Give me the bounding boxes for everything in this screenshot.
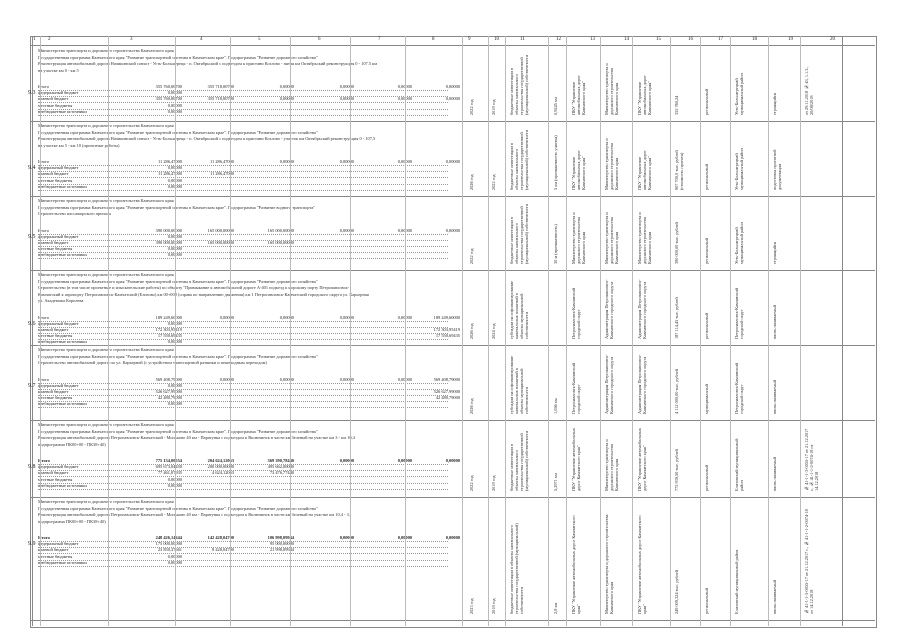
column-number: 13 — [590, 37, 595, 42]
vertical-cell-text: Петропавловск-Камчатский городской округ — [571, 362, 581, 414]
vertical-cell-text: Усть-Большерецкий муниципальный район — [734, 222, 744, 264]
financing-amount: 17 550,69435 — [435, 333, 460, 339]
vertical-cell-text: Министерство транспорта и дорожного строительства Камчатского края — [604, 138, 619, 190]
object-description-line: Министерство транспорта и дорожного строительства Камчатского края — [38, 48, 174, 53]
object-description-line: Реконструкция автомобильной дороги Начикинский совхоз - Усть-Большерецк - п. Октябрьский с подъездом к пристани Козлово - участок км Октябрьский реконструкция 0 - 107,5 — [38, 136, 376, 141]
column-number: 4 — [200, 37, 203, 42]
vertical-cell-text: Министерство транспорта и дорожного строительства Камчатского края — [637, 212, 652, 264]
vertical-cell-text: муниципальный — [704, 384, 709, 414]
column-divider — [730, 36, 731, 626]
vertical-cell-text: ПКУ "Управление автомобильных дорог Камчатского края" — [637, 75, 652, 115]
column-divider — [462, 36, 463, 626]
vertical-cell-text: 2022 год — [469, 475, 474, 491]
financing-row — [38, 401, 448, 408]
financing-amount: 0,00000 — [339, 159, 354, 164]
object-description-line: Государственная программа Камчатского края "Развитие транспортной системы в Камчатском крае". Подпрограмма "Развитие дорожного хозяйства" — [38, 129, 318, 135]
financing-source-label: федеральный бюджет — [38, 382, 79, 388]
financing-amount: 0,00000 — [339, 96, 354, 102]
table-row — [30, 420, 875, 498]
column-divider — [350, 36, 351, 626]
vertical-cell-text: Петропавловск-Камчатский городской округ — [571, 287, 581, 339]
financing-amount: 0,00000 — [445, 458, 460, 463]
financing-amount: 11 286,47000 — [158, 171, 182, 177]
financing-amount: 0,00000 — [397, 159, 412, 164]
object-description-line: Министерство транспорта и дорожного строительства Камчатского края — [38, 198, 174, 203]
object-description-line: Государственная программа Камчатского края "Развитие транспортной системы в Камчатском крае". Подпрограмма "Развитие дорожного хозяйства" — [38, 353, 318, 359]
financing-row — [38, 184, 448, 191]
financing-source-label: краевой бюджет — [38, 470, 69, 476]
vertical-cell-text: субсидии на софинансирование капитальных вложений в объекты муниципальной собственности — [509, 355, 529, 414]
financing-amount: 0,00000 — [339, 376, 354, 382]
vertical-cell-text: 2018 год — [491, 598, 496, 614]
vertical-cell-text: 187 114,45 тыс. рублей — [674, 297, 679, 339]
financing-amount: 0,00000 — [279, 96, 294, 102]
row-number: 9.7 — [28, 382, 36, 389]
vertical-cell-text: 5,2971 км — [553, 473, 558, 491]
financing-amount: 0,00000 — [339, 535, 354, 540]
vertical-cell-text: № 41-1-1-3-0055-17 от 21.12.2017 г., № 41-1-1-2-0074-18 от 14.12.2018 — [804, 509, 814, 614]
financing-amount: 165 000,00000 — [207, 227, 234, 233]
financing-source-label: внебюджетные источники — [38, 339, 87, 345]
financing-amount: 95 000,00000 — [269, 541, 294, 547]
financing-amount: 0,00000 — [279, 159, 294, 164]
financing-amount: 0,00000 — [339, 458, 354, 463]
column-number: 18 — [752, 37, 757, 42]
vertical-cell-text: субсидии на софинансирование капитальных вложений в объекты муниципальной собственности — [509, 280, 529, 339]
financing-source-label: федеральный бюджет — [38, 233, 79, 239]
vertical-cell-text: Администрация Петропавловск-Камчатского городского округа — [637, 279, 647, 339]
vertical-cell-text: вновь начинаемый — [772, 456, 777, 491]
column-number: 20 — [830, 37, 835, 42]
financing-source-label: краевой бюджет — [38, 171, 69, 177]
financing-source-label: местные бюджеты — [38, 395, 73, 401]
financing-source-label: Итого — [38, 535, 50, 540]
vertical-cell-text: 2023 год — [469, 598, 474, 614]
financing-amount: 11 286,47000 — [210, 159, 234, 164]
vertical-cell-text: строящийся — [772, 242, 777, 264]
financing-amount: 0,00000 — [445, 84, 460, 89]
financing-row — [38, 483, 448, 490]
column-number: 5 — [258, 37, 261, 42]
table-row — [30, 497, 875, 621]
column-number: 8 — [432, 37, 435, 42]
vertical-cell-text: ПКУ "Управление автомобильных дорог Камчатского края" — [571, 428, 581, 491]
financing-source-label: местные бюджеты — [38, 177, 73, 183]
financing-source-label: внебюджетные источники — [38, 108, 87, 114]
object-description-line: Министерство транспорта и дорожного строительства Камчатского края — [38, 123, 174, 128]
financing-amount: 0,00000 — [397, 314, 412, 320]
financing-amount: 4 624,12063 — [212, 470, 234, 476]
vertical-cell-text: 2022 год — [469, 99, 474, 115]
object-description-line: Министерство транспорта и дорожного строительства Камчатского края — [38, 272, 174, 277]
column-divider — [566, 36, 567, 626]
financing-amount: 0,00000 — [397, 376, 412, 382]
vertical-cell-text: Министерство транспорта и дорожного строительства Камчатского края — [604, 439, 619, 491]
vertical-cell-text: 4 112 000,00 тыс. рублей — [674, 369, 679, 414]
vertical-cell-text: Администрация Петропавловск-Камчатского городского округа — [637, 354, 647, 414]
vertical-cell-text: 2018 год — [491, 99, 496, 115]
vertical-cell-text: вновь начинаемый — [772, 379, 777, 414]
financing-source-label: местные бюджеты — [38, 102, 73, 108]
object-description-line: Государственная программа Камчатского края "Развитие транспортной системы в Камчатском крае". Подпрограмма "Развитие водного транспорта" — [38, 204, 316, 210]
column-divider — [800, 36, 801, 626]
vertical-cell-text: 0,9245 км — [553, 97, 558, 115]
vertical-cell-text: № 41-1-1-3-0055-17 от 21.12.2017 г., № 41-1-1-2-0074-18 от 14.12.2018 — [804, 428, 819, 491]
column-divider — [548, 36, 549, 626]
column-divider — [632, 36, 633, 626]
vertical-cell-text: 2022 год — [491, 174, 496, 190]
financing-amount: 526 627,99000 — [155, 388, 182, 394]
table-row — [30, 46, 875, 122]
vertical-cell-text: Петропавловск-Камчатский городской округ — [734, 287, 744, 339]
financing-amount: 0,00000 — [445, 535, 460, 540]
financing-amount: 0,00000 — [167, 559, 182, 565]
vertical-cell-text: Министерство транспорта и дорожного строительства Камчатского края — [604, 63, 619, 115]
column-divider — [405, 36, 406, 626]
financing-amount: 695 673,04450 — [155, 464, 182, 470]
row-number: 9.3 — [28, 90, 36, 96]
object-description-line: Реконструкция автомобильной дороги Начикинский совхоз - Усть-Большерецк - п. Октябрьский с подъездом к пристани Козлово - пятая км Октябрьский реконструкция 0 - 107.5 км — [38, 61, 378, 66]
vertical-cell-text: вновь начинаемый — [772, 304, 777, 339]
financing-amount: 0,00000 — [167, 401, 182, 407]
object-description-line: Реконструкция автомобильной дороги Петропавловск-Камчатский - Мильково 40 км - Паратунка с подъездом к Вилючинск в части км Зеленый на участке км 10,4 - 3, — [38, 512, 350, 517]
financing-amount: 0,00000 — [339, 227, 354, 233]
vertical-cell-text: Елизовский муниципальный район — [734, 549, 739, 614]
financing-source-label: Итого — [38, 84, 50, 89]
financing-amount: 77 461,07935 — [157, 470, 182, 476]
object-description-line: Государственная программа Камчатского края "Развитие транспортной системы в Камчатском крае". Подпрограмма "Развитие дорожного хозяйства" — [38, 428, 318, 434]
financing-source-label: внебюджетные источники — [38, 559, 87, 565]
column-divider — [700, 36, 701, 626]
vertical-cell-text: 2024 год — [491, 323, 496, 339]
financing-amount: 172 303,95419 — [155, 326, 182, 332]
object-description-line: на участке км 0 - км 5 — [38, 67, 79, 73]
financing-amount: 0,00000 — [397, 84, 412, 89]
table-row — [30, 196, 875, 271]
column-divider — [108, 36, 109, 626]
column-divider — [842, 36, 843, 626]
vertical-cell-text: ПКУ "Управление автомобильных дорог Камчатского края" — [637, 515, 647, 614]
object-description-line: Строительство автомобильной дороги по ул. Карьерной (с устройством транспортной развязки и пешеходным переходом) — [38, 360, 267, 365]
vertical-cell-text: региональный — [704, 464, 709, 491]
financing-source-label: Итого — [38, 376, 50, 382]
financing-amount: 390 000,00000 — [155, 239, 182, 245]
financing-amount: 0,00000 — [397, 535, 412, 540]
vertical-cell-text: 249 009,324 тыс. рублей — [674, 570, 679, 614]
financing-amount: 189 249,60000 — [155, 314, 182, 320]
financing-amount: 0,00000 — [167, 233, 182, 239]
financing-amount: 17 550,69435 — [157, 333, 182, 339]
vertical-cell-text: бюджетные инвестиции в объекты капитального строительства государственной (муниципальной) собственности — [509, 431, 529, 491]
vertical-cell-text: 1,056 км — [553, 398, 558, 414]
vertical-cell-text: ПКУ "Управление автомобильных дорог Камчатского края" — [571, 515, 581, 614]
financing-amount: 106 998,09944 — [267, 535, 294, 540]
object-description-line: Строительство пассажирского причала — [38, 211, 111, 216]
financing-amount: 0,00000 — [167, 320, 182, 326]
column-number: 19 — [788, 37, 793, 42]
vertical-cell-text: ПКУ "Управление автомобильных дорог Камчатского края" — [571, 75, 586, 115]
column-number: 6 — [318, 37, 321, 42]
object-description-line: Камчатский к аэропорту Петропавловск-Камчатский (Елизово) км 00+000 (справа по направлению движения) км 1 Петропавловск-Камчатский городского округа ул. Карьерная — [38, 291, 369, 297]
object-description-line: Государственная программа Камчатского края "Развитие транспортной системы в Камчатском крае". Подпрограмма "Развитие дорожного хозяйства" — [38, 505, 318, 511]
financing-amount: 0,00000 — [167, 165, 182, 171]
object-description-line: Реконструкция автомобильной дороги Петропавловск-Камчатский - Мильково 40 км - Паратунка с подъездом к Вилючинск в части км Зеленый на участке км 3 - км 10,4 — [38, 435, 355, 440]
financing-source-label: Итого — [38, 159, 50, 164]
financing-source-label: внебюджетные источники — [38, 183, 87, 189]
financing-amount: 0,00000 — [445, 96, 460, 102]
financing-amount: 0,00000 — [339, 314, 354, 320]
financing-amount: 189 249,60000 — [433, 314, 460, 320]
financing-amount: 0,00000 — [167, 382, 182, 388]
vertical-cell-text: региональный — [704, 163, 709, 190]
vertical-cell-text: 2026 год — [469, 174, 474, 190]
vertical-cell-text: 390 000,00 тыс. рублей — [674, 222, 679, 264]
column-divider — [40, 36, 41, 626]
object-description-line: ул. Академика Королева — [38, 298, 84, 303]
vertical-cell-text: региональный — [704, 88, 709, 115]
financing-amount: 355 760,00700 — [155, 84, 182, 89]
vertical-cell-text: строящийся — [772, 93, 777, 115]
vertical-cell-text: ПКУ "Управление автомобильных дорог Камчатского края" — [637, 150, 652, 190]
table-row — [30, 270, 875, 346]
financing-amount: 355 760,00700 — [155, 96, 182, 102]
vertical-cell-text: бюджетные инвестиции в объекты капитального строительства государственной (муниципальной) собственности — [509, 55, 529, 115]
vertical-cell-text: региональный — [704, 237, 709, 264]
column-divider — [600, 36, 601, 626]
vertical-cell-text: бюджетные инвестиции в объекты капитального строительства государственной (муниципальной) собственности — [509, 130, 529, 190]
vertical-cell-text: бюджетные инвестиции в объекты капитального строительства государственной (муниципальной) собственности — [509, 204, 529, 264]
financing-amount: 390 000,00000 — [155, 227, 182, 233]
financing-amount: 200 000,00000 — [207, 464, 234, 470]
vertical-cell-text: Министерство транспорта и дорожного строительства Камчатского края — [571, 212, 586, 264]
vertical-cell-text: 907 700,0 тыс. рублей (стоимость проекта) — [674, 150, 684, 190]
financing-amount: 165 000,00000 — [207, 239, 234, 245]
financing-amount: 0,00000 — [445, 227, 460, 233]
financing-amount: 23 850,37661 — [157, 547, 182, 553]
column-divider — [505, 36, 506, 626]
vertical-cell-text: Елизовский муниципальный район — [734, 438, 744, 491]
financing-amount: 0,00000 — [167, 339, 182, 345]
financing-source-label: местные бюджеты — [38, 476, 73, 482]
financing-source-label: федеральный бюджет — [38, 320, 79, 326]
financing-amount: 355 718,00700 — [207, 84, 234, 89]
financing-amount: 142 428,04700 — [207, 535, 234, 540]
vertical-cell-text: вновь начинаемый — [772, 579, 777, 614]
row-number: 9.4 — [28, 165, 36, 171]
column-number: 16 — [688, 37, 693, 42]
vertical-cell-text: Петропавловск-Камчатский городской округ — [734, 362, 744, 414]
financing-amount: 775 134,00554 — [155, 458, 182, 463]
vertical-cell-text: от 29.11.2018 № 43, 1.1.3., 20/08/2018 — [804, 66, 814, 115]
row-number: 9.8 — [28, 464, 36, 470]
financing-source-label: краевой бюджет — [38, 96, 69, 102]
vertical-cell-text: региональный — [704, 587, 709, 614]
financing-amount: 526 627,99000 — [433, 388, 460, 394]
financing-source-label: местные бюджеты — [38, 246, 73, 252]
column-divider — [175, 36, 176, 626]
vertical-cell-text: Министерство транспорта и дорожного строительства Камчатского края — [604, 514, 614, 614]
vertical-cell-text: 775 939,50 тыс. рублей — [674, 449, 679, 491]
object-description-line: Министерство транспорта и дорожного строительства Камчатского края — [38, 422, 174, 427]
financing-source-label: краевой бюджет — [38, 388, 69, 394]
financing-amount: 0,00000 — [279, 376, 294, 382]
financing-source-label: внебюджетные источники — [38, 482, 87, 488]
financing-amount: 204 624,12063 — [207, 458, 234, 463]
financing-amount: 0,00000 — [167, 183, 182, 189]
column-number: 7 — [378, 37, 381, 42]
financing-source-label: внебюджетные источники — [38, 252, 87, 258]
financing-amount: 0,00000 — [397, 96, 412, 102]
financing-source-label: федеральный бюджет — [38, 90, 79, 96]
financing-amount: 175 000,00000 — [155, 541, 182, 547]
object-description-line: на участке км 5 - км 10 (проектные работы) — [38, 142, 120, 148]
row-number: 9.5 — [28, 233, 36, 240]
financing-amount: 0,00000 — [167, 102, 182, 108]
financing-amount: 0,00000 — [397, 458, 412, 463]
table-row — [30, 345, 875, 421]
financing-amount: 0,00000 — [167, 246, 182, 252]
column-number: 10 — [494, 37, 499, 42]
vertical-cell-text: 30 м (протяженность) — [553, 224, 558, 264]
financing-amount: 0,00000 — [279, 84, 294, 89]
financing-amount: 0,00000 — [219, 314, 234, 320]
financing-amount: 0,00000 — [445, 159, 460, 164]
financing-amount: 21 998,09944 — [269, 547, 294, 553]
column-divider — [768, 36, 769, 626]
financing-amount: 0,00000 — [339, 84, 354, 89]
column-divider — [488, 36, 489, 626]
financing-amount: 569 408,79000 — [155, 376, 182, 382]
object-description-line: Государственная программа Камчатского края "Развитие транспортной системы в Камчатском крае". Подпрограмма "Развитие дорожного хозяйства" — [38, 278, 318, 284]
vertical-cell-text: Администрация Петропавловск-Камчатского городского округа — [604, 279, 614, 339]
financing-row — [38, 560, 448, 567]
vertical-cell-text: Усть-Большерецкий муниципальный район — [734, 73, 744, 115]
object-description-line: Министерство транспорта и дорожного строительства Камчатского края — [38, 499, 174, 504]
financing-amount: 8 428,04700 — [212, 547, 234, 553]
financing-amount: 569 390,78440 — [267, 458, 294, 463]
financing-amount: 11 286,47000 — [158, 159, 182, 164]
financing-source-label: краевой бюджет — [38, 326, 69, 332]
column-number: 14 — [624, 37, 629, 42]
financing-amount: 73 476,77440 — [269, 470, 294, 476]
vertical-cell-text: 2026 год — [469, 398, 474, 414]
financing-amount: 42 480,79000 — [435, 395, 460, 401]
table-row — [30, 121, 875, 197]
object-description-line: Государственная программа Камчатского края "Развитие транспортной системы в Камчатском крае". Подпрограмма "Развитие дорожного хозяйства" — [38, 54, 318, 60]
financing-source-label: Итого — [38, 227, 50, 233]
column-number: 9 — [468, 37, 471, 42]
column-number: 11 — [520, 37, 525, 42]
financing-row — [38, 109, 448, 116]
financing-source-label: местные бюджеты — [38, 333, 73, 339]
vertical-cell-text: Администрация Петропавловск-Камчатского городского округа — [604, 354, 614, 414]
financing-source-label: Итого — [38, 314, 50, 320]
financing-amount: 0,00000 — [167, 482, 182, 488]
column-divider — [230, 36, 231, 626]
financing-amount: 248 426,14644 — [155, 535, 182, 540]
vertical-cell-text: 2022 год — [469, 248, 474, 264]
column-divider — [32, 36, 33, 626]
object-description-line: Строительство (в том числе проектные и изыскательские работы) по объекту "Примыкание к автомобильной дороге А-401 подъезд к морскому порту Петропавловск- — [38, 285, 350, 290]
vertical-cell-text: ПКУ "Управление автомобильных дорог Камчатского края" — [571, 150, 586, 190]
vertical-cell-text: 2,8 км — [553, 602, 558, 614]
financing-amount: 42 480,79000 — [157, 395, 182, 401]
financing-amount: 355 718,00700 — [207, 96, 234, 102]
object-description-line: подпрограмма ПК00+00 - ПК38+40) — [38, 441, 106, 447]
financing-amount: 11 286,47000 — [210, 171, 234, 177]
financing-amount: 0,00000 — [167, 90, 182, 96]
financing-amount: 0,00000 — [167, 108, 182, 114]
column-number: 1 — [33, 37, 36, 42]
column-divider — [290, 36, 291, 626]
vertical-cell-text: 2018 год — [491, 475, 496, 491]
vertical-cell-text: 5 км (протяженность участка) — [553, 135, 558, 190]
financing-source-label: Итого — [38, 458, 50, 463]
column-number: 2 — [48, 37, 51, 42]
financing-amount: 0,00000 — [397, 227, 412, 233]
financing-source-label: краевой бюджет — [38, 547, 69, 553]
vertical-cell-text: Усть-Большерецкий муниципальный район — [734, 148, 744, 190]
column-number: 15 — [656, 37, 661, 42]
financing-amount: 0,00000 — [167, 252, 182, 258]
vertical-cell-text: 2026 год — [469, 323, 474, 339]
vertical-cell-text: бюджетные инвестиции в объекты капитального строительства государственной (муниципальной) собственности — [509, 523, 524, 614]
financing-amount: 569 408,79000 — [433, 376, 460, 382]
column-number: 3 — [130, 37, 133, 42]
financing-row — [38, 252, 448, 259]
column-number-header — [30, 36, 875, 46]
column-number: 17 — [718, 37, 723, 42]
financing-amount: 0,00000 — [167, 177, 182, 183]
object-description-line: Министерство транспорта и дорожного строительства Камчатского края — [38, 347, 174, 352]
financing-amount: 172 303,95419 — [433, 326, 460, 332]
row-number: 9.9 — [28, 541, 36, 547]
financing-source-label: федеральный бюджет — [38, 165, 79, 171]
column-divider — [670, 36, 671, 626]
financing-amount: 165 000,00000 — [267, 227, 294, 233]
financing-source-label: федеральный бюджет — [38, 541, 79, 547]
financing-amount: 165 000,00000 — [267, 239, 294, 245]
financing-amount: 0,00000 — [167, 476, 182, 482]
vertical-cell-text: подготовка проектной документации — [772, 149, 782, 190]
financing-source-label: краевой бюджет — [38, 239, 69, 245]
vertical-cell-text: ПКУ "Управление автомобильных дорог Камчатского края" — [637, 428, 647, 491]
financing-source-label: местные бюджеты — [38, 553, 73, 559]
financing-amount: 0,00000 — [279, 314, 294, 320]
vertical-cell-text: 355 760,24 — [674, 95, 679, 115]
object-description-line: подпрограмма ПК00+00 - ПК38+40) — [38, 518, 106, 524]
row-number: 9.6 — [28, 320, 36, 327]
vertical-cell-text: Министерство транспорта и дорожного строительства Камчатского края — [604, 212, 619, 264]
column-number: 12 — [556, 37, 561, 42]
financing-amount: 495 662,00000 — [267, 464, 294, 470]
vertical-cell-text: региональный — [704, 312, 709, 339]
financing-source-label: федеральный бюджет — [38, 464, 79, 470]
financing-amount: 0,00000 — [219, 376, 234, 382]
financing-source-label: внебюджетные источники — [38, 401, 87, 407]
financing-amount: 0,00000 — [167, 553, 182, 559]
